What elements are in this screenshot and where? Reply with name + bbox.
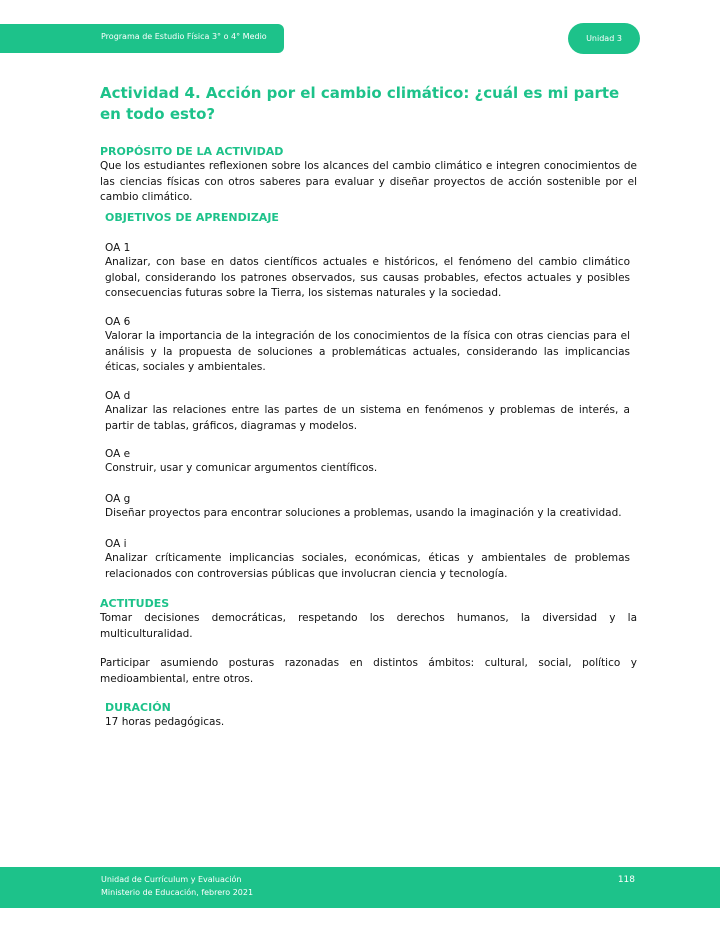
objective-text: Construir, usar y comunicar argumentos científicos. [105, 462, 378, 474]
objective-text: Valorar la importancia de la integración de los conocimientos de la física con otras ciencias para el análisis y la propuesta de soluciones a problemáticas actuales, considerando las implicancias éticas, sociales y ambientales. [105, 330, 630, 373]
objective-text: Analizar críticamente implicancias sociales, económicas, éticas y ambientales de problemas relacionados con controversias públicas que involucran ciencia y tecnología. [105, 552, 630, 580]
objectives-heading: OBJETIVOS DE APRENDIZAJE [105, 211, 279, 224]
duration-heading: DURACIÓN [105, 701, 171, 714]
activity-title: Actividad 4. Acción por el cambio climático: ¿cuál es mi parte en todo esto? [100, 84, 620, 123]
attitude-text: Tomar decisiones democráticas, respetando los derechos humanos, la diversidad y la multiculturalidad. [100, 612, 637, 640]
purpose-text: Que los estudiantes reflexionen sobre los alcances del cambio climático e integren conocimientos de las ciencias físicas con otros saberes para evaluar y diseñar proyectos de acción sostenible por el cambio climático. [100, 160, 637, 203]
header-bar [0, 24, 284, 53]
attitudes-heading: ACTITUDES [100, 597, 170, 610]
objective-code: OA g [105, 493, 131, 505]
page-number: 118 [617, 875, 635, 885]
footer-unit: Unidad de Currículum y Evaluación [101, 875, 242, 884]
objective-code: OA 1 [105, 242, 131, 254]
objective-code: OA i [105, 538, 127, 550]
objective-code: OA e [105, 448, 131, 460]
footer-ministry: Ministerio de Educación, febrero 2021 [101, 888, 254, 897]
duration-text: 17 horas pedagógicas. [105, 716, 225, 728]
objective-text: Analizar, con base en datos científicos actuales e históricos, el fenómeno del cambio climático global, considerando los patrones observados, sus causas probables, efectos actuales y posibles consecuencias futuras sobre la Tierra, los sistemas naturales y la sociedad. [105, 256, 630, 299]
unit-badge: Unidad 3 [568, 23, 640, 54]
objective-code: OA 6 [105, 316, 131, 328]
objective-code: OA d [105, 390, 131, 402]
purpose-heading: PROPÓSITO DE LA ACTIVIDAD [100, 145, 284, 158]
attitude-text: Participar asumiendo posturas razonadas en distintos ámbitos: cultural, social, político y medioambiental, entre otros. [100, 657, 637, 685]
objective-text: Analizar las relaciones entre las partes de un sistema en fenómenos y problemas de interés, a partir de tablas, gráficos, diagramas y modelos. [105, 404, 630, 432]
objective-text: Diseñar proyectos para encontrar soluciones a problemas, usando la imaginación y la creatividad. [105, 507, 622, 519]
program-title: Programa de Estudio Física 3° o 4° Medio [101, 32, 267, 41]
